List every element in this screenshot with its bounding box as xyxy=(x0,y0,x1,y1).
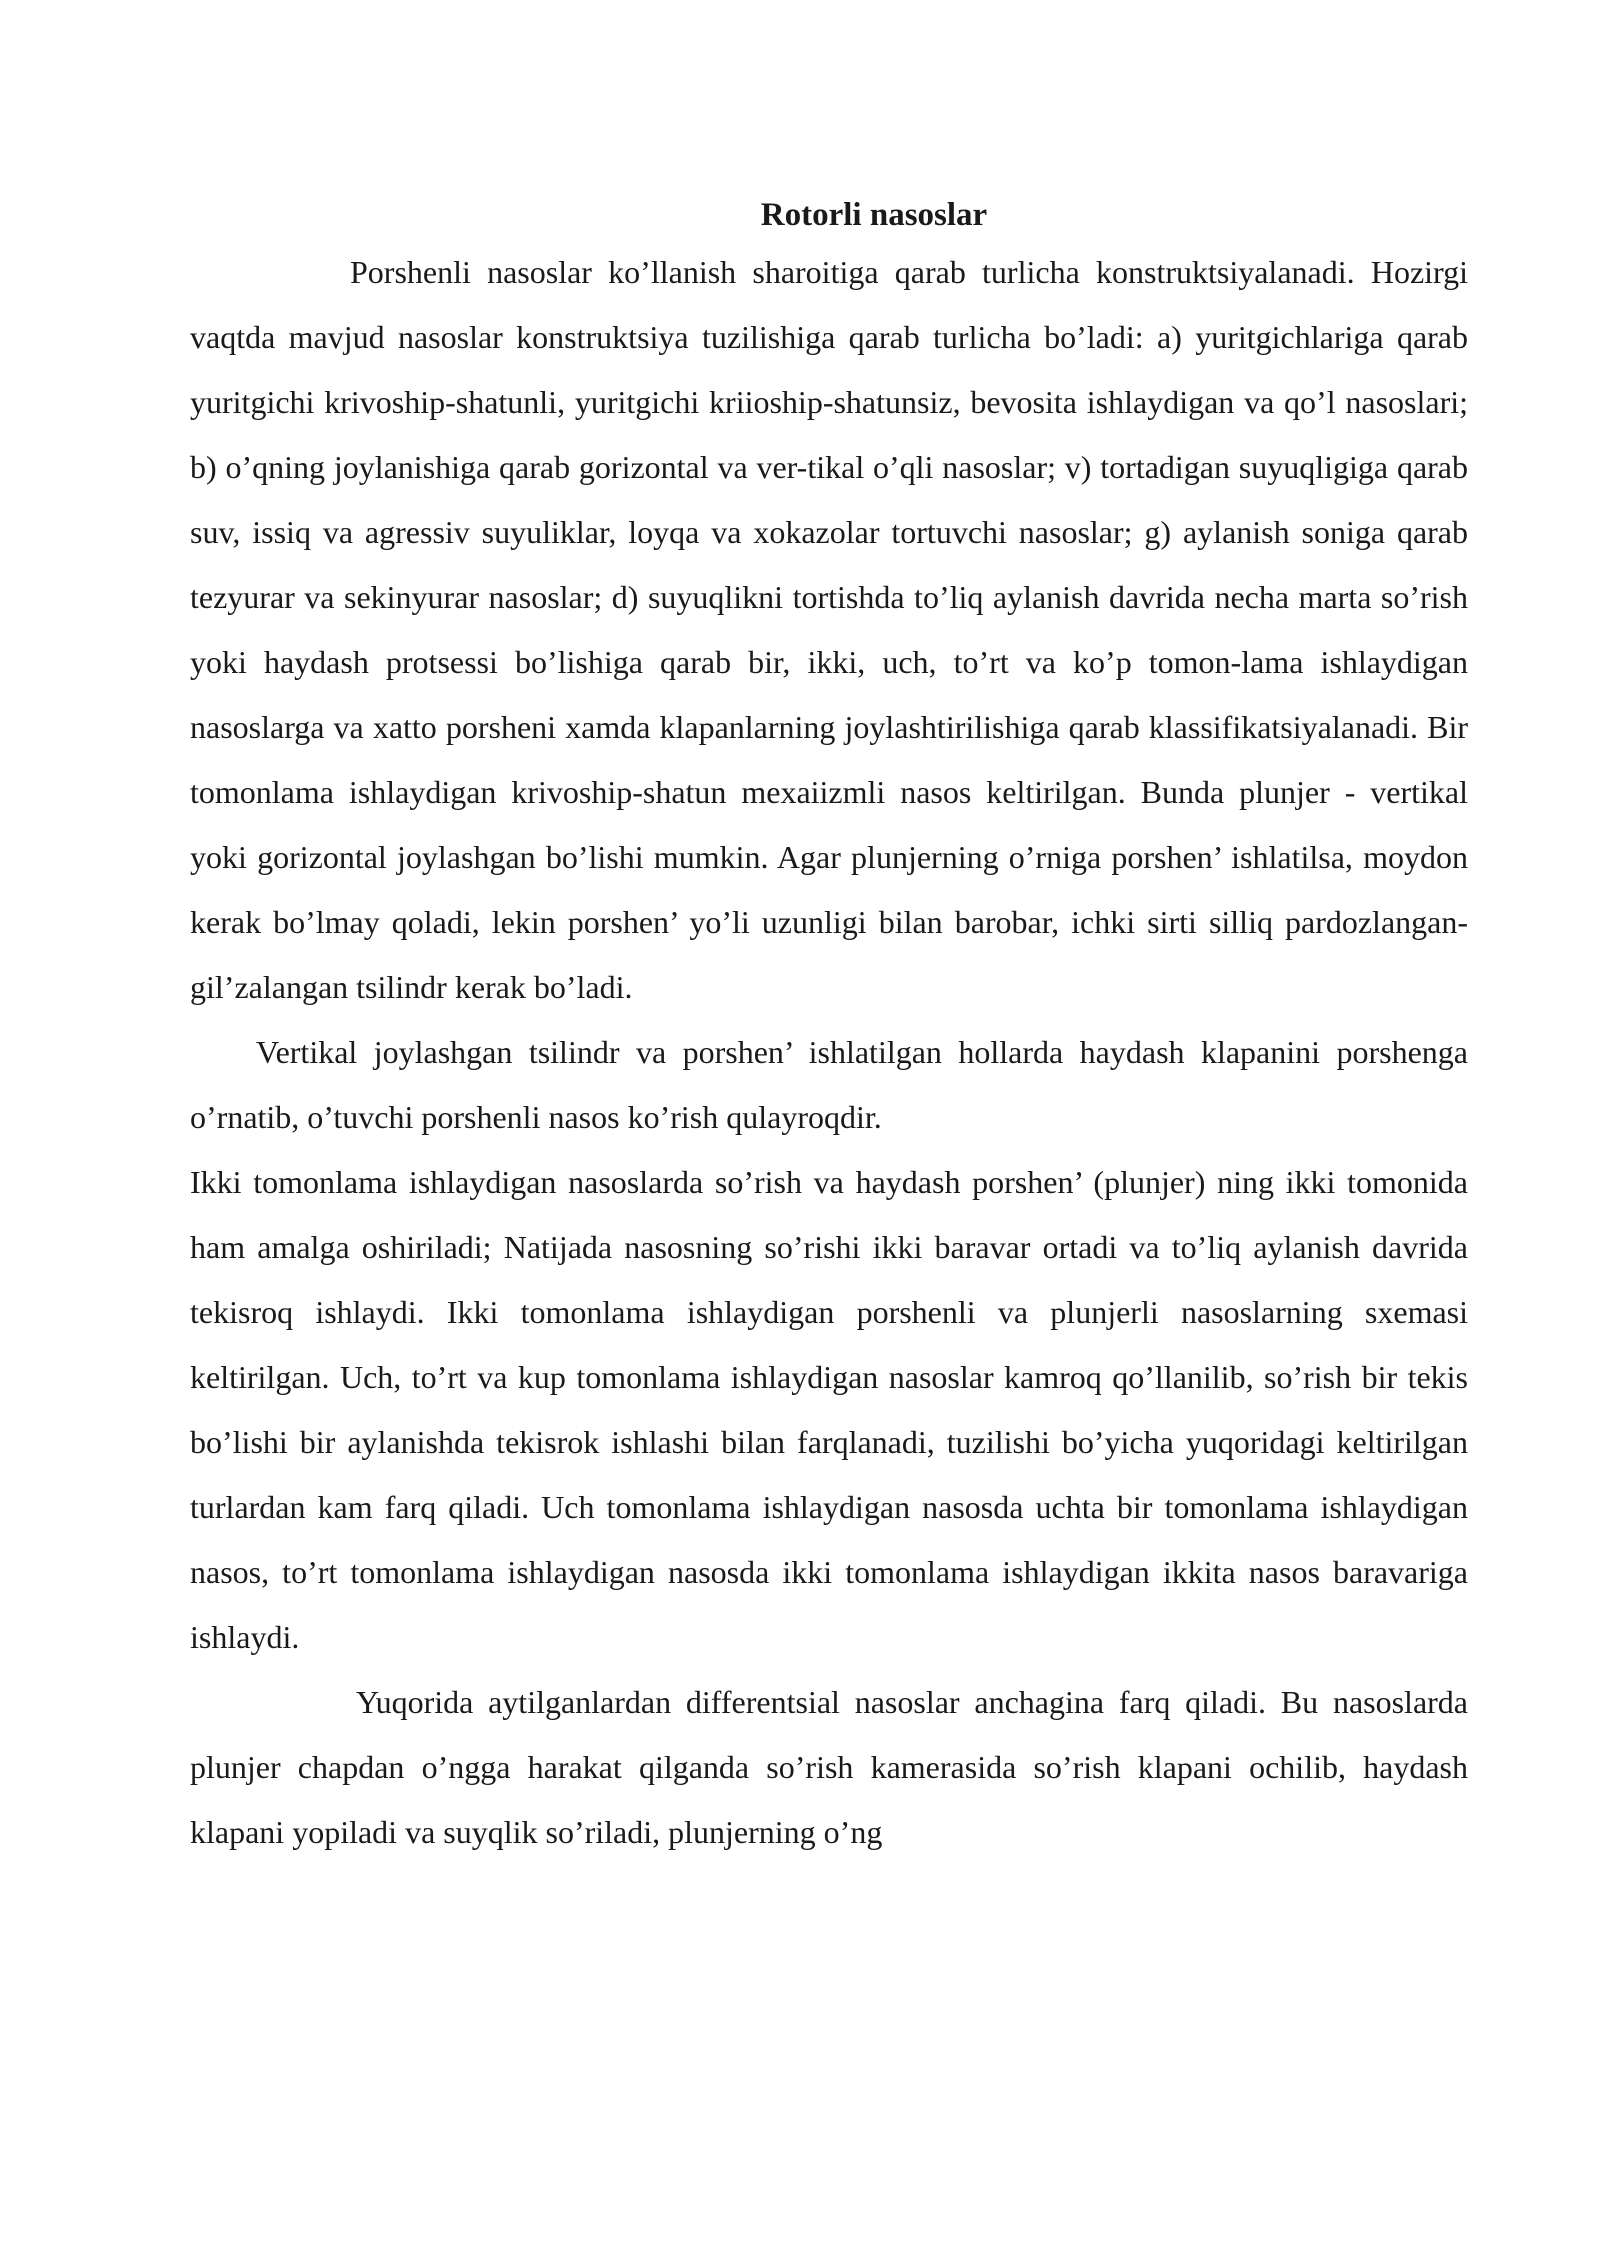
paragraph-4: Yuqorida aytilganlardan differentsial nasoslar anchagina farq qiladi. Bu nasoslarda plunjer chapdan o’ngga harakat qilganda so’rish kamerasida so’rish klapani ochilib, haydash klapani yopiladi va suyqlik so’riladi, plunjerning o’ng xyxy=(190,1684,1468,1850)
paragraph-1: Porshenli nasoslar ko’llanish sharoitiga qarab turlicha konstruktsiyalanadi. Hozirgi vaqtda mavjud nasoslar konstruktsiya tuzilishiga qarab turlicha bo’ladi: a) yuritgichlariga qarab yuritgichi krivoship-shatunli, yuritgichi kriioship-shatunsiz, bevosita ishlaydigan va qo’l nasoslari; b) o’qning joylanishiga qarab gorizontal va ver-tikal o’qli nasoslar; v) tortadigan suyuqligiga qarab suv, issiq va agressiv suyuliklar, loyqa va xokazolar tortuvchi nasoslar; g) aylanish soniga qarab tezyurar va sekinyurar nasoslar; d) suyuqlikni tortishda to’liq aylanish davrida necha marta so’rish yoki haydash protsessi bo’lishiga qarab bir, ikki, uch, to’rt va ko’p tomon-lama ishlaydigan nasoslarga va xatto porsheni xamda klapanlarning joylashtirilishiga qarab klassifikatsiyalanadi. Bir tomonlama ishlaydigan krivoship-shatun mexaiizmli nasos keltirilgan. Bunda plunjer - vertikal yoki gorizontal joylashgan bo’lishi mumkin. Agar plunjerning o’rniga porshen’ ishlatilsa, moydon kerak bo’lmay qoladi, lekin porshen’ yo’li uzunligi bilan barobar, ichki sirti silliq pardozlangan-gil’zalangan tsilindr kerak bo’ladi. xyxy=(190,254,1468,1005)
document-body xyxy=(190,190,1468,1865)
paragraph-2: Vertikal joylashgan tsilindr va porshen’ ishlatilgan hollarda haydash klapanini porshenga o’rnatib, o’tuvchi porshenli nasos ko’rish qulayroqdir. xyxy=(190,1034,1468,1135)
paragraph-3: Ikki tomonlama ishlaydigan nasoslarda so’rish va haydash porshen’ (plunjer) ning ikki tomonida ham amalga oshiriladi; Natijada nasosning so’rishi ikki baravar ortadi va to’liq aylanish davrida tekisroq ishlaydi. Ikki tomonlama ishlaydigan porshenli va plunjerli nasoslarning sxemasi keltirilgan. Uch, to’rt va kup tomonlama ishlaydigan nasoslar kamroq qo’llanilib, so’rish bir tekis bo’lishi bir aylanishda tekisrok ishlashi bilan farqlanadi, tuzilishi bo’yicha yuqoridagi keltirilgan turlardan kam farq qiladi. Uch tomonlama ishlaydigan nasosda uchta bir tomonlama ishlaydigan nasos, to’rt tomonlama ishlaydigan nasosda ikki tomonlama ishlaydigan ikkita nasos baravariga ishlaydi. xyxy=(190,1164,1468,1655)
document-title: Rotorli nasoslar xyxy=(760,197,988,233)
